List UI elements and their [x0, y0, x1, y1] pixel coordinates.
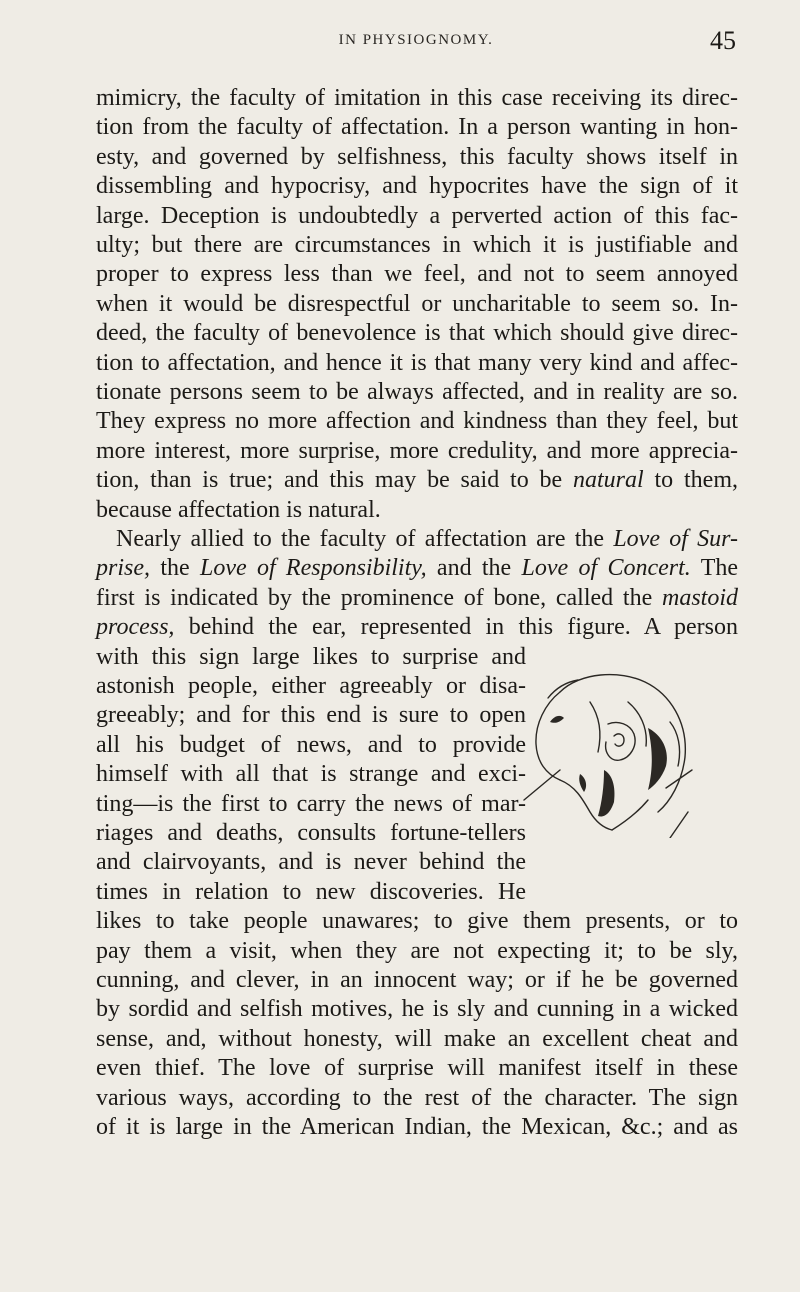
text-run: The: [690, 555, 739, 582]
text-line: even thief. The love of surprise will manifest itself in these: [96, 1055, 738, 1082]
text-line: esty, and governed by selfishness, this faculty shows itself in: [96, 143, 738, 170]
text-line: times in relation to new discoveries. He: [96, 878, 526, 905]
text-line: astonish people, either agreeably or disa-: [96, 673, 526, 699]
running-head: IN PHYSIOGNOMY.: [338, 32, 494, 48]
text-line: cunning, and clever, in an innocent way; or if he be governed: [96, 967, 738, 993]
text-line: greeably; and for this end is sure to open: [96, 702, 526, 729]
text-line: [96, 584, 738, 613]
paragraph-2-block-2: [96, 907, 738, 1142]
text-line: himself with all that is strange and exci-: [96, 761, 526, 788]
paragraph-2-block-1: [96, 525, 738, 643]
text-run: the: [150, 555, 200, 582]
text-line: dissembling and hypocrisy, and hypocrites have the sign of it: [96, 173, 738, 200]
italic-term: Love of Sur-: [613, 526, 739, 552]
ear-outline: [606, 722, 635, 760]
page-header: [96, 26, 736, 56]
text-line: tionate persons seem to be always affected, and in reality are so.: [96, 379, 738, 406]
text-line: by sordid and selfish motives, he is sly and cunning in a wicked: [96, 996, 738, 1023]
text-line: sense, and, without honesty, will make an excellent cheat and: [96, 1025, 738, 1052]
text-line: ulty; but there are circumstances in which it is justifiable and: [96, 232, 738, 259]
shading: [550, 716, 667, 817]
text-line: and clairvoyants, and is never behind the: [96, 849, 526, 876]
text-line: ting—is the first to carry the news of mar-: [96, 790, 526, 817]
text-line: all his budget of news, and to provide: [96, 731, 526, 758]
face-outline: [536, 692, 560, 780]
text-line: tion from the faculty of affectation. In a person wanting in hon-: [96, 114, 738, 141]
text-line: proper to express less than we feel, and not to seem annoyed: [96, 261, 738, 288]
text-line: [96, 466, 738, 495]
text-line: when it would be disrespectful or uncharitable to seem so. In-: [96, 290, 738, 317]
text-line: mimicry, the faculty of imitation in this case receiving its direc-: [96, 85, 738, 111]
italic-term: Love of Responsibility,: [199, 555, 427, 582]
text-line: of it is large in the American Indian, the Mexican, &c.; and as: [96, 1114, 738, 1141]
text-run: first is indicated by the prominence of bone, called the: [96, 584, 662, 611]
text-line: [96, 554, 738, 583]
text-run: Nearly allied to the faculty of affectation are the: [116, 526, 614, 552]
text-line: deed, the faculty of benevolence is that which should give direc-: [96, 320, 738, 347]
text-run: behind the ear, represented in this figure. A person: [174, 614, 738, 641]
page-number: 45: [710, 26, 736, 55]
text-run: and the: [426, 555, 522, 582]
text-line: tion to affectation, and hence it is that many very kind and affec-: [96, 349, 738, 376]
text-line: likes to take people unawares; to give them presents, or to: [96, 908, 738, 935]
text-run: to them,: [643, 467, 738, 494]
text-line: [96, 613, 738, 642]
paragraph-1-last-line: [96, 496, 738, 525]
italic-term: prise,: [96, 555, 150, 582]
text-line: They express no more affection and kindness than they feel, but: [96, 408, 738, 435]
skull-figure: [520, 662, 700, 838]
text-line: riages and deaths, consults fortune-tellers: [96, 820, 526, 847]
italic-term: mastoid: [661, 584, 738, 611]
neck-line: [612, 800, 648, 830]
italic-term: Love of Concert.: [521, 555, 691, 582]
text-line: with this sign large likes to surprise and: [96, 643, 526, 670]
text-line: large. Deception is undoubtedly a perverted action of this fac-: [96, 202, 738, 229]
italic-term: process,: [96, 614, 175, 641]
mastoid-process-shading: [648, 728, 667, 790]
text-line: because affectation is natural.: [96, 496, 381, 523]
text-line: pay them a visit, when they are not expecting it; to be sly,: [96, 937, 738, 964]
text-run: tion, than is true; and this may be said to be: [96, 467, 573, 494]
italic-term: natural: [573, 467, 644, 494]
paragraph-2-narrow-block: [96, 643, 526, 908]
text-line: [96, 525, 738, 554]
text-line: more interest, more surprise, more credulity, and more apprecia-: [96, 437, 738, 464]
paragraph-1-block-1: [96, 84, 738, 496]
text-line: various ways, according to the rest of the character. The sign: [96, 1084, 738, 1111]
